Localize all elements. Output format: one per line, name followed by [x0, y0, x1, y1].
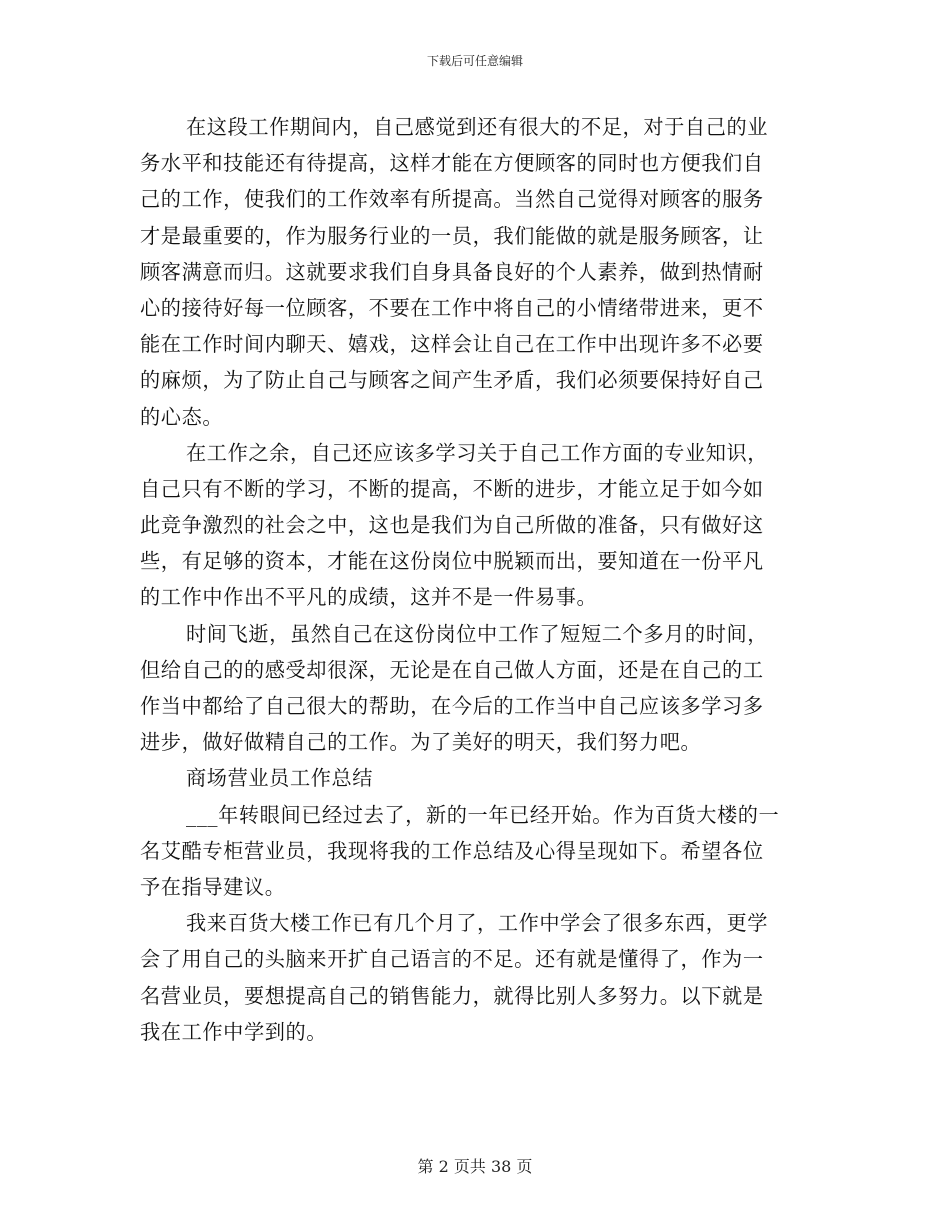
- text-line: 作当中都给了自己很大的帮助，在今后的工作当中自己应该多学习多: [140, 694, 764, 718]
- text-line: 名营业员，要想提高自己的销售能力，就得比别人多努力。以下就是: [140, 983, 764, 1008]
- document-body: [140, 109, 812, 1050]
- text-line: 我来百货大楼工作已有几个月了，工作中学会了很多东西，更学: [186, 911, 769, 936]
- text-line: 时间飞逝，虽然自己在这份岗位中工作了短短二个多月的时间，: [186, 621, 769, 646]
- text-line: 务水平和技能还有待提高，这样才能在方便顾客的同时也方便我们自: [140, 151, 764, 176]
- text-line: 能在工作时间内聊天、嬉戏，这样会让自己在工作中出现许多不必要: [140, 332, 764, 357]
- text-line: 名艾酷专柜营业员，我现将我的工作总结及心得呈现如下。希望各位: [140, 838, 764, 863]
- text-line: 在工作之余，自己还应该多学习关于自己工作方面的专业知识，: [186, 440, 769, 465]
- text-line: 在这段工作期间内，自己感觉到还有很大的不足，对于自己的业: [186, 115, 769, 139]
- text-line: 进步，做好做精自己的工作。为了美好的明天，我们努力吧。: [140, 730, 702, 755]
- text-line: 的麻烦，为了防止自己与顾客之间产生矛盾，我们必须要保持好自己: [140, 368, 764, 393]
- text-line: 顾客满意而归。这就要求我们自身具备良好的个人素养，做到热情耐: [140, 259, 764, 284]
- text-line: 的心态。: [140, 404, 224, 429]
- text-line: 我在工作中学到的。: [140, 1019, 328, 1044]
- text-line: 自己只有不断的学习，不断的提高，不断的进步，才能立足于如今如: [140, 476, 764, 501]
- text-line: 予在指导建议。: [140, 874, 286, 899]
- section-title: 商场营业员工作总结: [186, 766, 374, 791]
- text-line: 但给自己的的感受却很深，无论是在自己做人方面，还是在自己的工: [140, 657, 764, 682]
- text-line: 此竞争激烈的社会之中，这也是我们为自己所做的准备，只有做好这: [140, 513, 764, 538]
- text-line: 会了用自己的头脑来开扩自己语言的不足。还有就是懂得了，作为一: [140, 947, 764, 972]
- page-footer: 第 2 页共 38 页: [417, 1157, 533, 1176]
- text-line: 些，有足够的资本，才能在这份岗位中脱颖而出，要知道在一份平凡: [140, 549, 764, 574]
- text-line: 己的工作，使我们的工作效率有所提高。当然自己觉得对顾客的服务: [140, 187, 764, 212]
- text-line: 的工作中作出不平凡的成绩，这并不是一件易事。: [140, 585, 598, 610]
- text-line: 心的接待好每一位顾客，不要在工作中将自己的小情绪带进来，更不: [140, 295, 764, 320]
- page-header: 下载后可任意编辑: [426, 54, 523, 68]
- text-line: ___年转眼间已经过去了，新的一年已经开始。作为百货大楼的一: [186, 802, 780, 827]
- text-line: 才是最重要的，作为服务行业的一员，我们能做的就是服务顾客，让: [140, 223, 764, 248]
